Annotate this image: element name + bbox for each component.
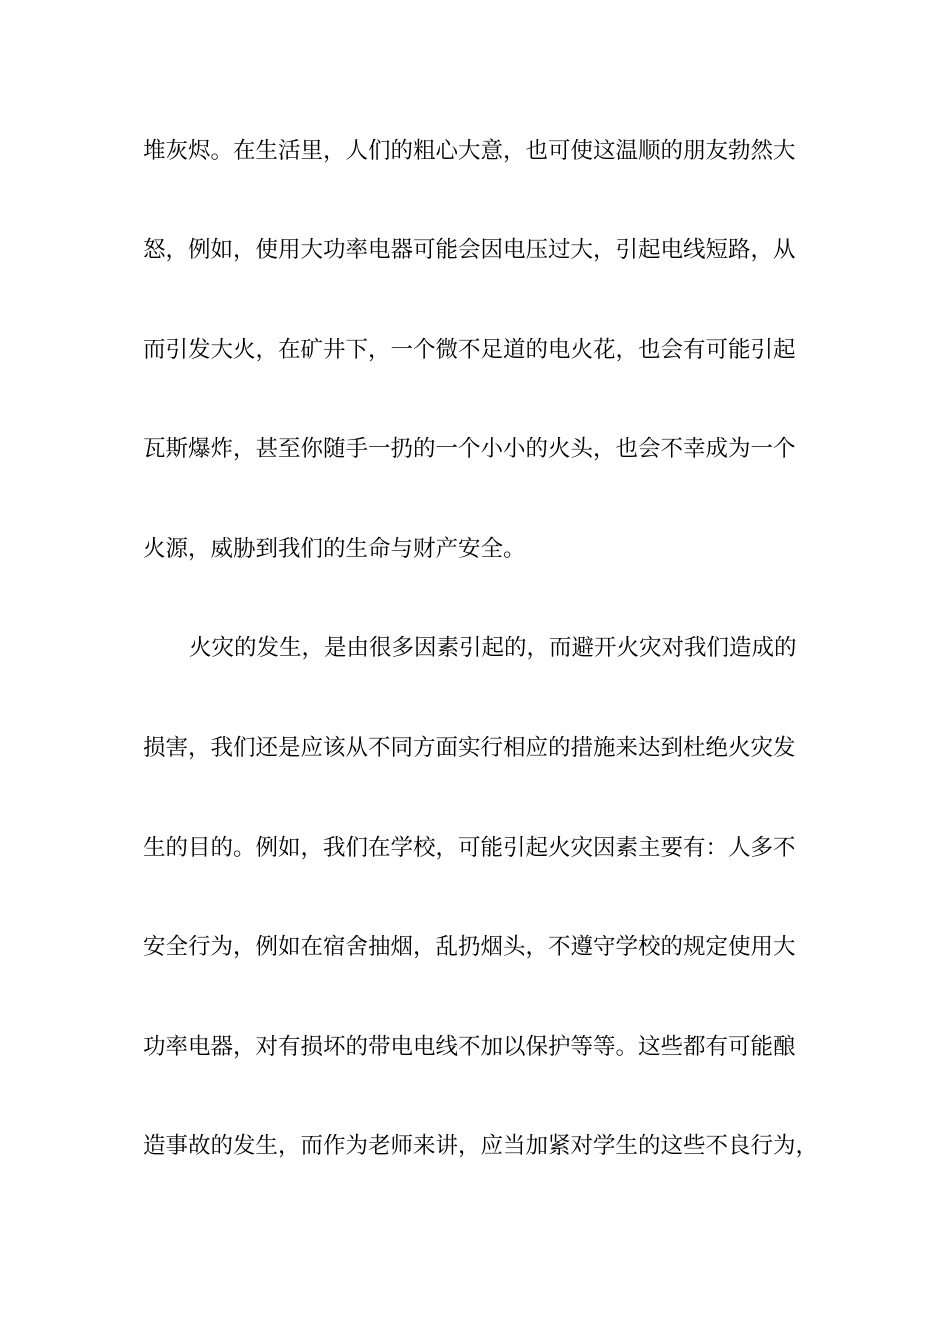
paragraph-1-line-4: 瓦斯爆炸，甚至你随手一扔的一个小小的火头，也会不幸成为一个 xyxy=(143,436,796,462)
paragraph-1-line-1: 堆灰烬。在生活里，人们的粗心大意，也可使这温顺的朋友勃然大 xyxy=(143,138,796,164)
paragraph-1-line-2: 怒，例如，使用大功率电器可能会因电压过大，引起电线短路，从 xyxy=(143,237,796,263)
paragraph-2-line-3: 生的目的。例如，我们在学校，可能引起火灾因素主要有：人多不 xyxy=(143,835,796,861)
paragraph-2-line-4: 安全行为，例如在宿舍抽烟，乱扔烟头，不遵守学校的规定使用大 xyxy=(143,934,796,960)
paragraph-2-line-1: 火灾的发生，是由很多因素引起的，而避开火灾对我们造成的 xyxy=(189,635,797,661)
paragraph-1-line-5: 火源，威胁到我们的生命与财产安全。 xyxy=(143,536,526,562)
paragraph-1-line-3: 而引发大火，在矿井下，一个微不足道的电火花，也会有可能引起 xyxy=(143,337,796,363)
paragraph-2-line-5: 功率电器，对有损坏的带电电线不加以保护等等。这些都有可能酿 xyxy=(143,1034,796,1060)
paragraph-2-line-6: 造事故的发生，而作为老师来讲，应当加紧对学生的这些不良行为， xyxy=(143,1133,819,1159)
paragraph-2-line-2: 损害，我们还是应该从不同方面实行相应的措施来达到杜绝火灾发 xyxy=(143,735,796,761)
